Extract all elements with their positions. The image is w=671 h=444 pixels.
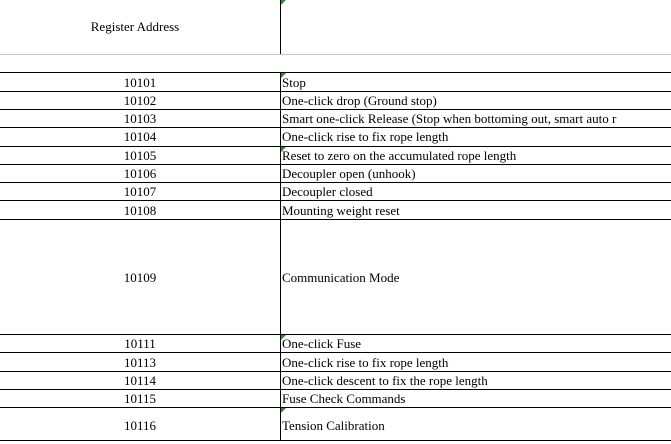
row-divider xyxy=(0,164,671,165)
cell-comment-marker xyxy=(281,0,286,5)
register-address-cell: 10106 xyxy=(123,166,157,181)
register-address-cell: 10114 xyxy=(123,373,157,388)
register-address-cell: 10105 xyxy=(123,148,157,163)
row-divider xyxy=(0,440,671,441)
register-description-cell: Tension Calibration xyxy=(282,418,385,433)
row-divider xyxy=(0,72,671,73)
register-address-cell: 10104 xyxy=(123,129,157,144)
row-divider xyxy=(0,91,671,92)
register-address-cell: 10111 xyxy=(124,336,156,351)
cell-comment-marker xyxy=(281,408,286,413)
register-description-cell: One-click descent to fix the rope length xyxy=(282,373,488,388)
register-description-cell: One-click rise to fix rope length xyxy=(282,355,449,370)
register-description-cell: One-click Fuse xyxy=(282,336,362,351)
row-divider xyxy=(0,127,671,128)
register-description-cell: One-click drop (Ground stop) xyxy=(282,93,437,108)
register-description-cell: Smart one-click Release (Stop when bottoming out, smart auto r xyxy=(282,111,617,126)
register-address-cell: 10102 xyxy=(123,93,157,108)
register-address-cell: 10115 xyxy=(123,391,157,406)
register-address-cell: 10103 xyxy=(123,111,157,126)
row-divider xyxy=(0,109,671,110)
row-divider xyxy=(0,389,671,390)
register-description-cell: Decoupler open (unhook) xyxy=(282,166,416,181)
register-address-cell: 10109 xyxy=(123,270,157,285)
register-address-cell: 10107 xyxy=(123,184,157,199)
register-description-cell: Stop xyxy=(282,75,306,90)
register-description-cell: Reset to zero on the accumulated rope length xyxy=(282,148,517,163)
column-divider xyxy=(280,0,281,54)
row-divider xyxy=(0,182,671,183)
row-divider xyxy=(0,371,671,372)
row-divider xyxy=(0,407,671,408)
register-description-cell: Decoupler closed xyxy=(282,184,373,199)
register-description-cell: One-click rise to fix rope length xyxy=(282,129,449,144)
register-address-cell: 10116 xyxy=(123,418,157,433)
register-address-header: Register Address xyxy=(90,19,180,34)
register-address-cell: 10113 xyxy=(123,355,157,370)
register-description-cell: Fuse Check Commands xyxy=(282,391,406,406)
header-divider xyxy=(0,54,671,55)
row-divider xyxy=(0,146,671,147)
row-divider xyxy=(0,352,671,353)
register-address-cell: 10108 xyxy=(123,203,157,218)
row-divider xyxy=(0,219,671,220)
row-divider xyxy=(0,334,671,335)
register-address-cell: 10101 xyxy=(123,75,157,90)
row-divider xyxy=(0,200,671,201)
register-description-cell: Mounting weight reset xyxy=(282,203,400,218)
register-description-cell: Communication Mode xyxy=(282,270,400,285)
column-divider xyxy=(280,72,281,441)
